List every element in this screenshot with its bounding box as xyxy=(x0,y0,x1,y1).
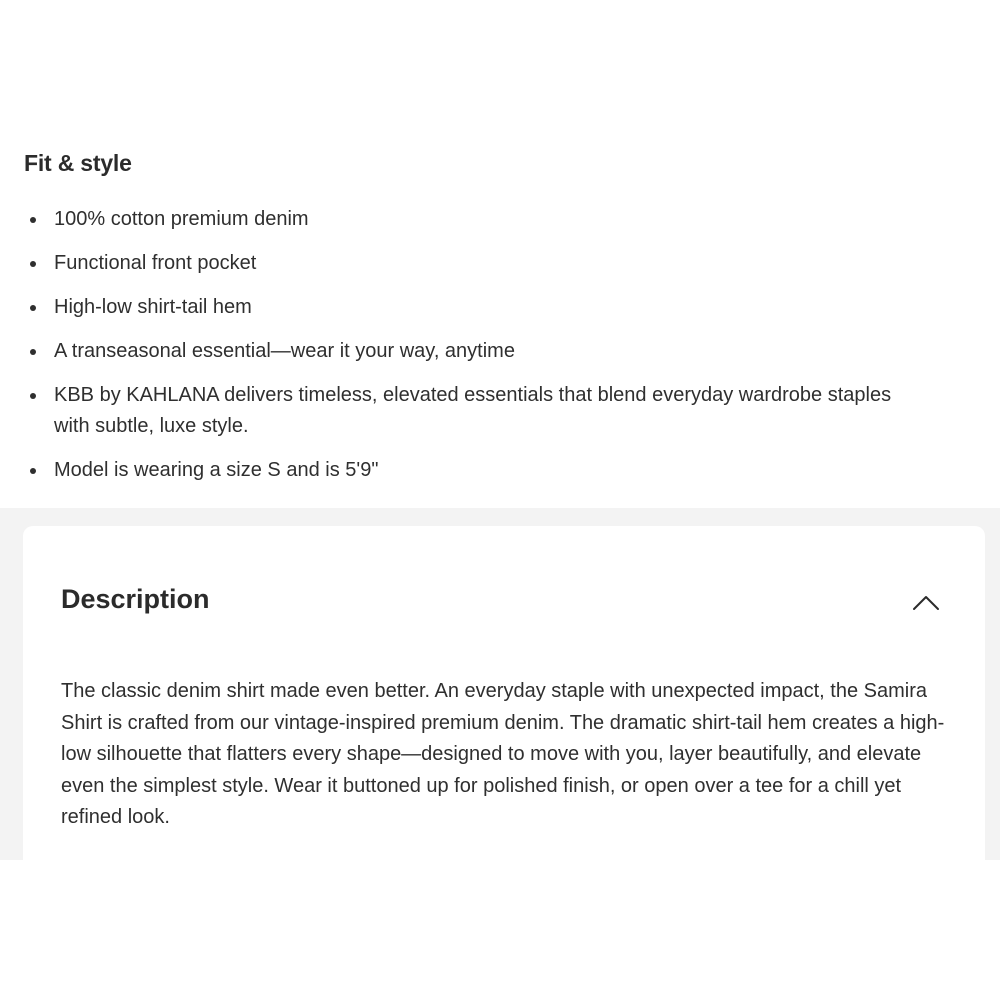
fit-style-item: High-low shirt-tail hem xyxy=(24,292,924,323)
fit-style-item: Functional front pocket xyxy=(24,248,924,279)
fit-style-item: KBB by KAHLANA delivers timeless, elevated essentials that blend everyday wardrobe staples with subtle, luxe style. xyxy=(24,380,924,442)
description-accordion xyxy=(23,526,985,860)
page-bottom-area xyxy=(0,860,1000,1000)
fit-style-item: A transeasonal essential—wear it your way, anytime xyxy=(24,336,924,367)
fit-style-item: Model is wearing a size S and is 5'9" xyxy=(24,455,924,486)
chevron-up-icon[interactable] xyxy=(911,588,941,618)
fit-style-title: Fit & style xyxy=(24,150,132,176)
fit-style-item: 100% cotton premium denim xyxy=(24,204,924,235)
chevron-up-icon-svg xyxy=(911,588,941,618)
description-text: The classic denim shirt made even better. An everyday staple with unexpected impact, the Samira Shirt is crafted from our vintage-inspired premium denim. The dramatic shirt-tail hem creates a high-low silhouette that flatters every shape—designed to move with you, layer beautifully, and elevate even the simplest style. Wear it buttoned up for polished finish, or open over a tee for a chill yet refined look. xyxy=(61,680,945,828)
fit-style-list xyxy=(24,204,924,499)
description-title[interactable]: Description xyxy=(61,584,210,614)
